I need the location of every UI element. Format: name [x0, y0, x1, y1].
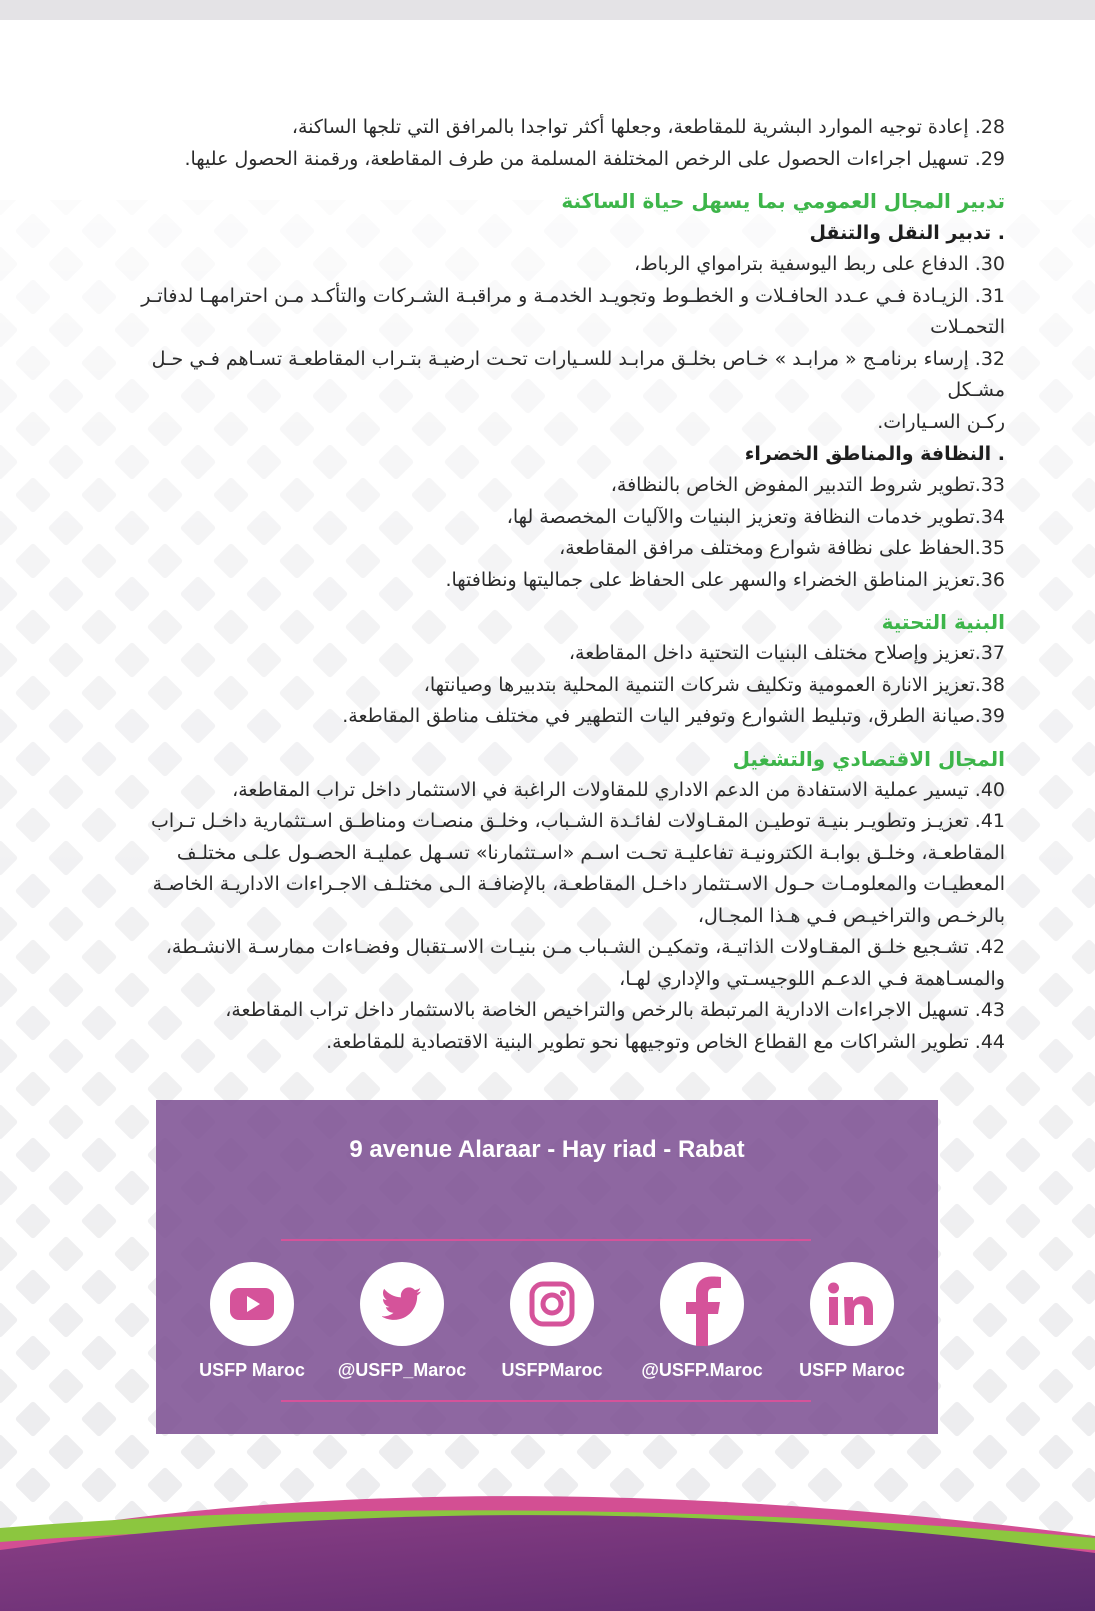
subsection-heading: . النظافة والمناطق الخضراء	[744, 443, 1005, 465]
bottom-wave-decoration	[0, 1478, 1095, 1611]
item-text: تعزيـز وتطويـر بنيـة توطيـن المقـاولات لفائـدة الشـباب، وخلـق منصـات ومناطـق اسـتثمارية داخـل تـراب	[150, 810, 969, 832]
item-number: 36.	[974, 568, 1005, 591]
social-twitter[interactable]	[327, 1262, 477, 1381]
list-item	[95, 638, 1005, 670]
item-number: 44.	[974, 1030, 1005, 1053]
item-number: 37.	[974, 642, 1005, 664]
list-item-continuation: المقاطعـة، وخلـق بوابـة الكترونيـة تفاعليـة تحـت اسـم «اسـتثمارنا» تسـهل عمليـة الحصـول علـى مختلـف	[176, 841, 1005, 864]
item-text: إرساء برنامـج « مرابـد » خـاص بخلـق مرابـد للسـيارات تحـت ارضيـة بتـراب المقاطعـة تسـاهم فـي حـل مشـكل	[151, 347, 1005, 401]
item-number: 32.	[974, 347, 1005, 370]
item-text: صيانة الطرق، وتبليط الشوارع وتوفير اليات التطهير في مختلف مناطق المقاطعة.	[342, 705, 975, 727]
list-item	[95, 470, 1005, 502]
list-item	[95, 565, 1005, 597]
item-text: تعزيز المناطق الخضراء والسهر على الحفاظ على جماليتها ونظافتها.	[445, 568, 975, 591]
item-text: الدفاع على ربط اليوسفية بترامواي الرباط،	[633, 253, 969, 275]
list-item-continuation: المعطيـات والمعلومـات حـول الاسـتثمار داخـل المقاطعـة، بالإضافـة الـى مختلـف الاجـراءات الاداريـة الخاصـة	[152, 873, 1005, 895]
item-number: 33.	[974, 474, 1005, 496]
program-content	[95, 112, 1005, 1058]
item-number: 28.	[974, 116, 1005, 138]
facebook-icon[interactable]	[660, 1262, 744, 1346]
list-item	[95, 249, 1005, 281]
item-number: 29.	[974, 147, 1005, 170]
item-number: 40.	[974, 778, 1005, 801]
item-number: 41.	[974, 810, 1005, 832]
item-number: 31.	[974, 284, 1005, 307]
item-text: تيسير عملية الاستفادة من الدعم الاداري للمقاولات الراغبة في الاستثمار داخل تراب المقاطعة،	[232, 778, 969, 801]
list-item	[95, 701, 1005, 733]
social-facebook[interactable]	[627, 1262, 777, 1381]
list-item	[95, 995, 1005, 1027]
item-text: الحفاظ على نظافة شوارع ومختلف مرافق المقاطعة،	[559, 537, 975, 559]
list-item	[95, 281, 1005, 313]
social-handle[interactable]: USFP Maroc	[199, 1360, 305, 1380]
section-heading: المجال الاقتصادي والتشغيل	[732, 746, 1005, 771]
social-handle[interactable]: @USFP_Maroc	[337, 1360, 467, 1380]
section-heading: البنية التحتية	[881, 610, 1005, 634]
item-text: تعزيز وإصلاح مختلف البنيات التحتية داخل المقاطعة،	[568, 642, 975, 664]
item-number: 43.	[974, 999, 1005, 1021]
social-handle[interactable]: @USFP.Maroc	[641, 1360, 763, 1380]
item-number: 34.	[974, 505, 1005, 528]
item-text: تطوير الشراكات مع القطاع الخاص وتوجيهها نحو تطوير البنية الاقتصادية للمقاطعة.	[326, 1030, 969, 1053]
list-item-continuation: والمسـاهمة فـي الدعـم اللوجيسـتي والإداري لهـا،	[619, 967, 1005, 990]
item-text: تسهيل الاجراءات الادارية المرتبطة بالرخص والتراخيص الخاصة بالاستثمار داخل تراب المقاطعة،	[225, 999, 969, 1021]
social-instagram[interactable]	[477, 1262, 627, 1381]
list-item	[95, 502, 1005, 534]
item-number: 39.	[974, 705, 1005, 727]
list-item	[95, 344, 1005, 407]
list-item	[95, 112, 1005, 144]
list-item-continuation: ركـن السـيارات.	[877, 410, 1005, 433]
social-handle[interactable]: USFPMaroc	[501, 1360, 603, 1380]
subsection-heading: . تدبير النقل والتنقل	[809, 222, 1005, 244]
item-number: 42.	[974, 936, 1005, 958]
instagram-icon[interactable]	[510, 1262, 594, 1346]
youtube-icon[interactable]	[210, 1262, 294, 1346]
list-item	[95, 533, 1005, 565]
social-linkedin[interactable]	[777, 1262, 927, 1381]
item-text: تسهيل اجراءات الحصول على الرخص المختلفة المسلمة من طرف المقاطعة، ورقمنة الحصول عليها.	[184, 147, 969, 170]
item-text: تعزيز الانارة العمومية وتكليف شركات التنمية المحلية بتدبيرها وصيانتها،	[423, 673, 975, 696]
list-item	[95, 806, 1005, 838]
address: 9 avenue Alaraar - Hay riad - Rabat	[349, 1136, 745, 1163]
item-text: تطوير شروط التدبير المفوض الخاص بالنظافة،	[610, 474, 975, 496]
divider	[281, 1400, 811, 1402]
item-text: تطوير خدمات النظافة وتعزيز البنيات والآليات المخصصة لها،	[506, 505, 975, 528]
item-number: 30.	[974, 253, 1005, 275]
item-text: تشـجيع خلـق المقـاولات الذاتيـة، وتمكيـن الشـباب مـن بنيـات الاسـتقبال وفضـاءات ممارسـة الانشـطة،	[165, 936, 969, 958]
item-number: 35.	[974, 537, 1005, 559]
divider	[281, 1239, 811, 1241]
item-number: 38.	[974, 673, 1005, 696]
item-text: إعادة توجيه الموارد البشرية للمقاطعة، وجعلها أكثر تواجدا بالمرافق التي تلجها الساكنة،	[291, 116, 969, 138]
list-item	[95, 932, 1005, 964]
list-item-continuation: التحمـلات	[930, 316, 1005, 338]
social-youtube[interactable]	[177, 1262, 327, 1381]
list-item	[95, 144, 1005, 176]
list-item	[95, 670, 1005, 702]
contact-panel	[156, 1100, 938, 1434]
social-handle[interactable]: USFP Maroc	[799, 1360, 905, 1380]
list-item	[95, 775, 1005, 807]
section-heading: تدبير المجال العمومي بما يسهل حياة الساكنة	[561, 189, 1005, 213]
list-item-continuation: بالرخـص والتراخيـص فـي هـذا المجـال،	[697, 904, 1005, 927]
twitter-icon[interactable]	[360, 1262, 444, 1346]
linkedin-icon[interactable]	[810, 1262, 894, 1346]
list-item	[95, 1027, 1005, 1059]
item-text: الزيـادة فـي عـدد الحافـلات و الخطـوط وتجويـد الخدمـة و مراقبـة الشـركات والتأكـد مـن احترامهـا لدفاتـر	[141, 284, 969, 307]
